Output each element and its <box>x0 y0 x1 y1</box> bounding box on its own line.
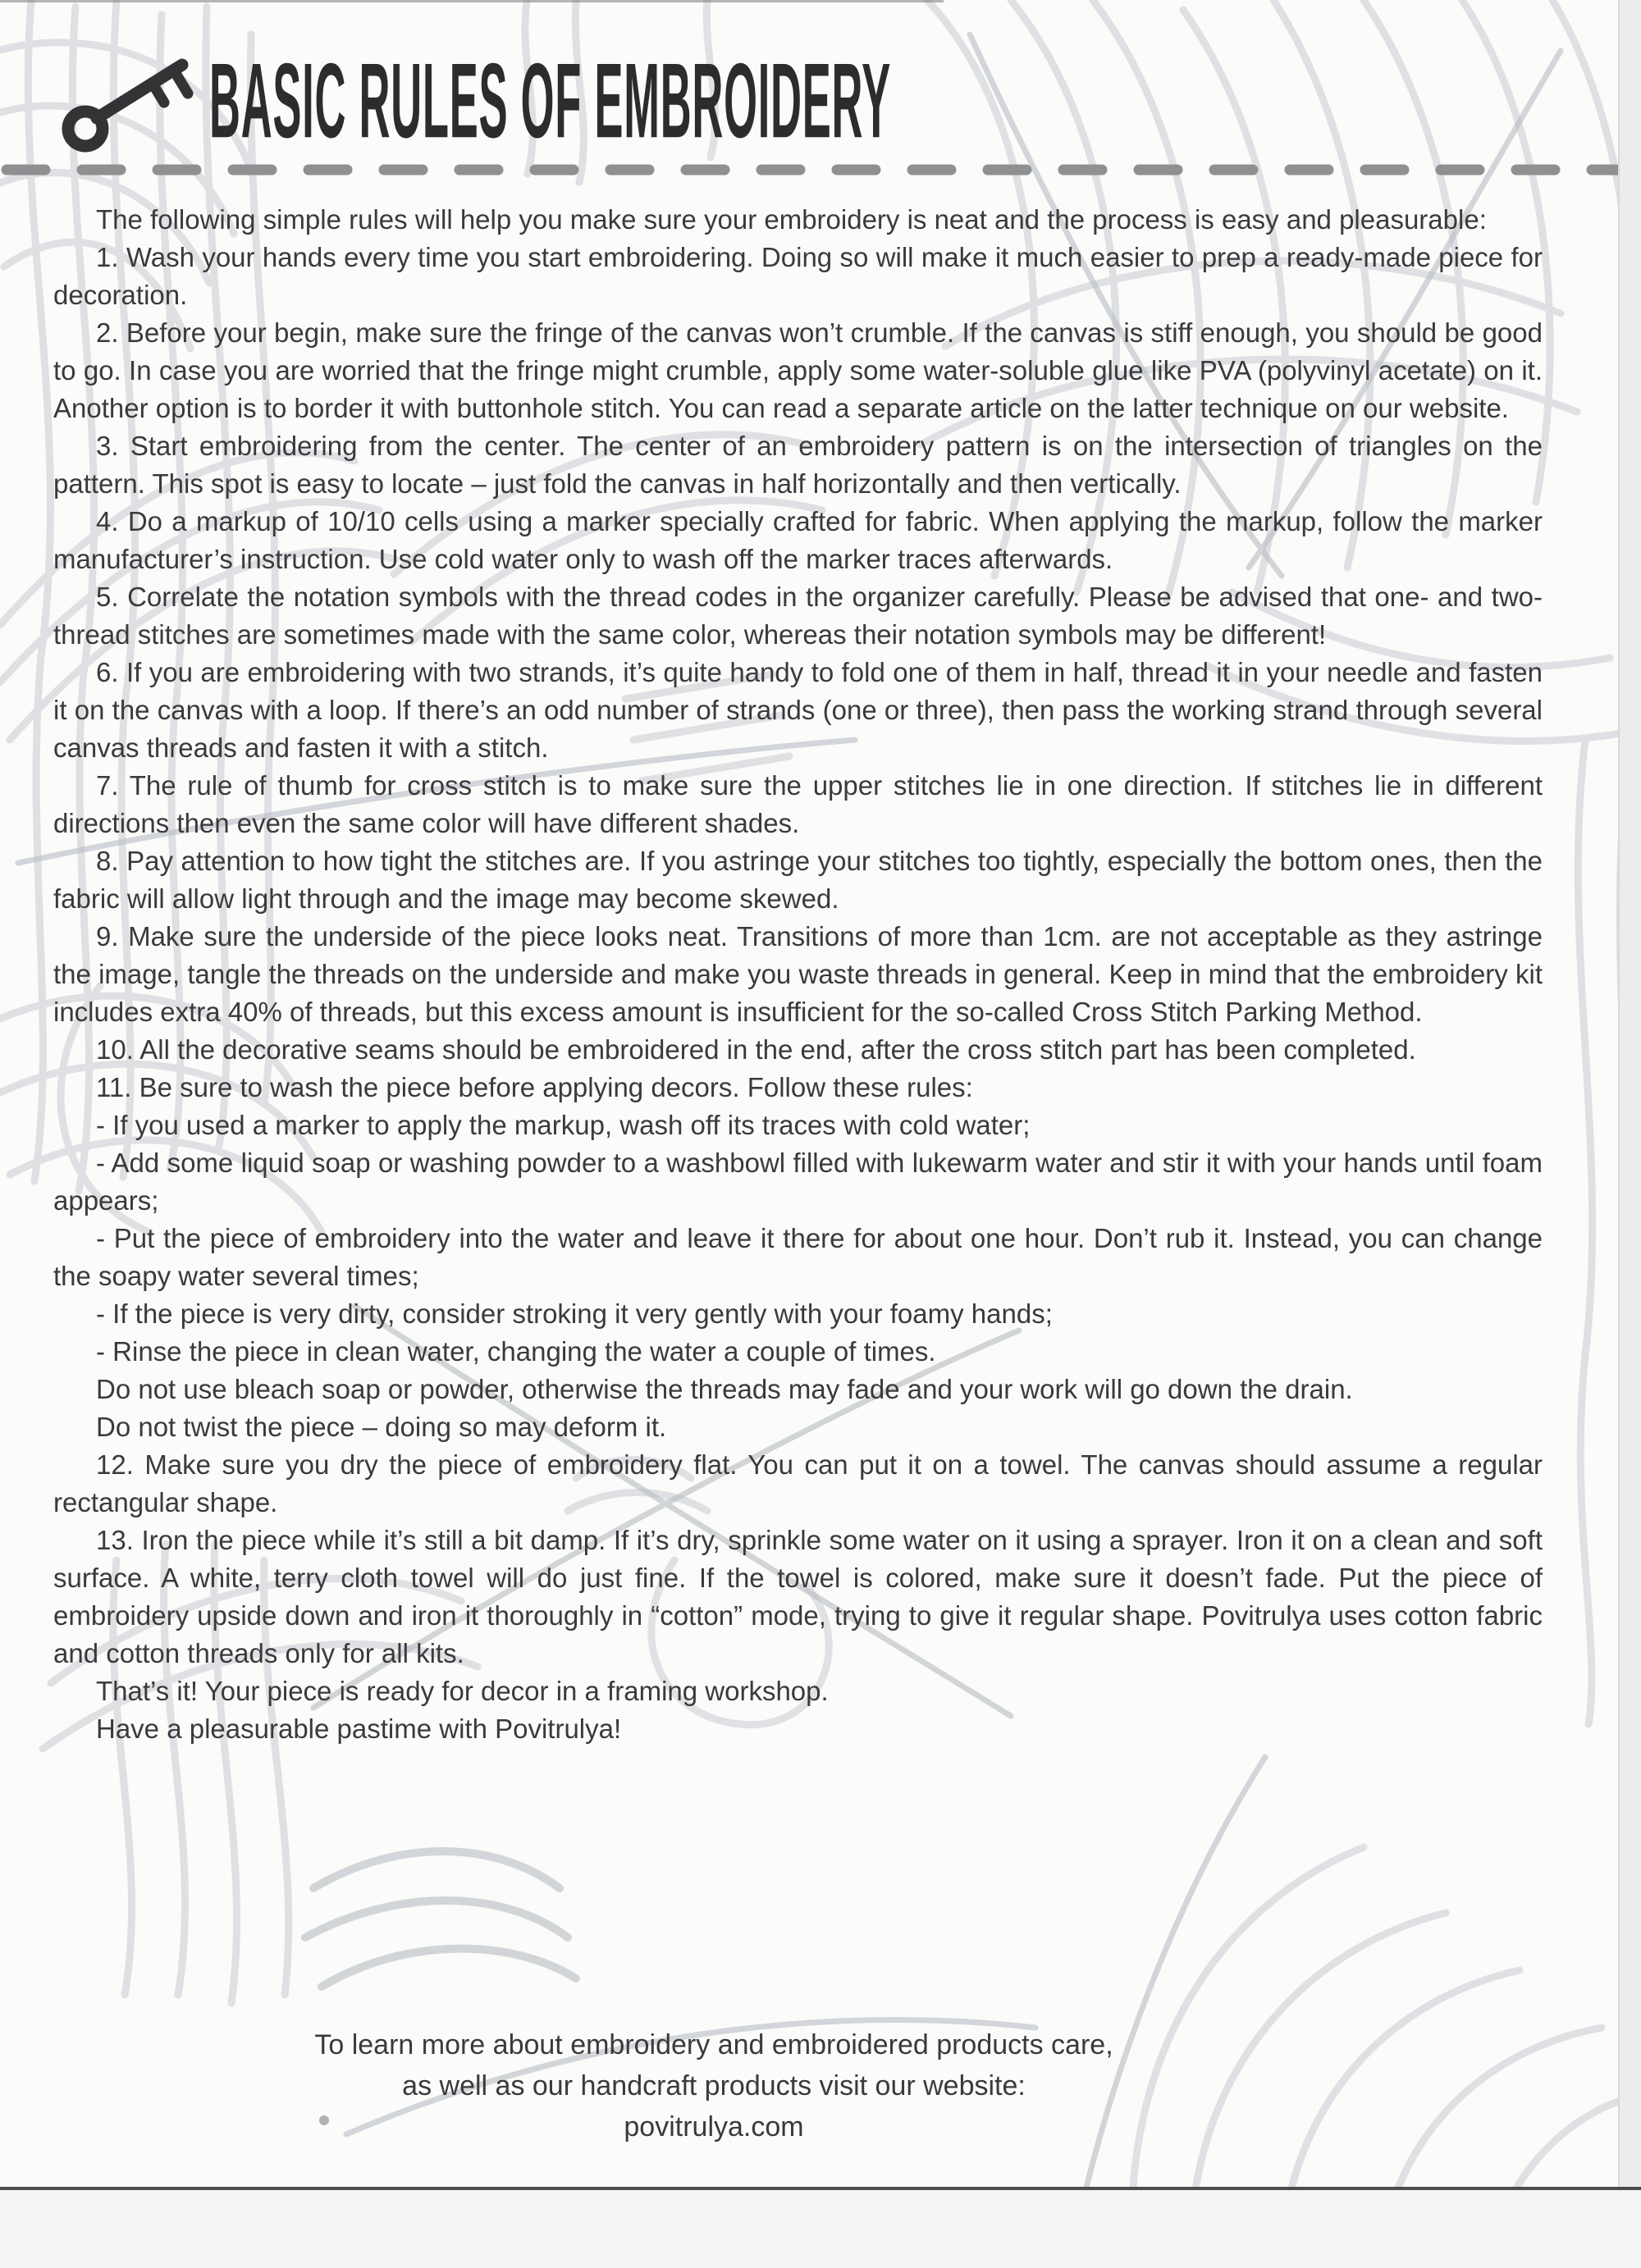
paragraph: 5. Correlate the notation symbols with the thread codes in the organizer carefully. Please be advised that one- and two-thread stitches are sometimes made with the same color, whereas their notation symbols may be different! <box>53 582 1543 650</box>
paragraph: - Put the piece of embroidery into the water and leave it there for about one hour. Don’t rub it. Instead, you can change the soapy water several times; <box>53 1223 1543 1291</box>
key-icon <box>57 48 209 155</box>
paragraph: 2. Before your begin, make sure the fringe of the canvas won’t crumble. If the canvas is stiff enough, you should be good to go. In case you are worried that the fringe might crumble, apply some water-soluble glue like PVA (polyvinyl acetate) on it. Another option is to border it with buttonhole stitch. You can read a separate article on the latter technique on our website. <box>53 317 1543 423</box>
paragraph: Have a pleasurable pastime with Povitrulya! <box>96 1714 622 1744</box>
paragraph: - Rinse the piece in clean water, changing the water a couple of times. <box>96 1336 936 1367</box>
paragraph: 12. Make sure you dry the piece of embroidery flat. You can put it on a towel. The canvas should assume a regular rectangular shape. <box>53 1449 1543 1517</box>
paragraph: The following simple rules will help you make sure your embroidery is neat and the process is easy and pleasurable: <box>96 204 1487 235</box>
paragraph: 4. Do a markup of 10/10 cells using a marker specially crafted for fabric. When applying the markup, follow the marker manufacturer’s instruction. Use cold water only to wash off the marker traces afterwards. <box>53 506 1543 574</box>
paragraph: 9. Make sure the underside of the piece looks neat. Transitions of more than 1cm. are not acceptable as they astringe the image, tangle the threads on the underside and make you waste threads in general. Keep in mind that the embroidery kit includes extra 40% of threads, but this excess amount is insufficient for the so-called Cross Stitch Parking Method. <box>53 921 1543 1027</box>
scan-edge-line <box>0 2187 1641 2190</box>
paragraph: 8. Pay attention to how tight the stitches are. If you astringe your stitches too tightly, especially the bottom ones, then the fabric will allow light through and the image may become skewed. <box>53 846 1543 914</box>
dashed-divider <box>0 161 1641 179</box>
footer-line: To learn more about embroidery and embroidered products care, <box>314 2029 1113 2060</box>
paragraph: - If the piece is very dirty, consider stroking it very gently with your foamy hands; <box>96 1298 1053 1329</box>
title-wrap <box>209 43 1143 162</box>
paragraph: Do not twist the piece – doing so may deform it. <box>96 1412 667 1442</box>
paragraph: Do not use bleach soap or powder, otherwise the threads may fade and your work will go down the drain. <box>96 1374 1353 1404</box>
paragraph: That’s it! Your piece is ready for decor in a framing workshop. <box>96 1676 829 1706</box>
paragraph: - If you used a marker to apply the markup, wash off its traces with cold water; <box>96 1110 1031 1140</box>
paragraph: 7. The rule of thumb for cross stitch is to make sure the upper stitches lie in one direction. If stitches lie in different directions then even the same color will have different shades. <box>53 770 1543 838</box>
footer-line: povitrulya.com <box>624 2111 804 2143</box>
footer-note <box>0 2024 1428 2147</box>
footer-line: as well as our handcraft products visit our website: <box>402 2070 1026 2101</box>
paragraph: - Add some liquid soap or washing powder to a washbowl filled with lukewarm water and stir it with your hands until foam appears; <box>53 1148 1543 1216</box>
paragraph: 11. Be sure to wash the piece before applying decors. Follow these rules: <box>96 1072 973 1102</box>
scan-area-below-page <box>0 2190 1641 2268</box>
paragraph: 10. All the decorative seams should be embroidered in the end, after the cross stitch part has been completed. <box>96 1034 1416 1065</box>
rules-text <box>53 201 1543 1748</box>
scan-edge-top <box>0 0 944 2</box>
scan-edge-right <box>1618 0 1641 2268</box>
page-title: BASIC RULES OF EMBROIDERY <box>209 43 892 162</box>
paragraph: 1. Wash your hands every time you start embroidering. Doing so will make it much easier to prep a ready-made piece for decoration. <box>53 242 1543 310</box>
page-header <box>57 43 1143 162</box>
paragraph: 13. Iron the piece while it’s still a bit damp. If it’s dry, sprinkle some water on it using a sprayer. Iron it on a clean and soft surface. A white, terry cloth towel will do just fine. If the towel is colored, make sure it doesn’t fade. Put the piece of embroidery upside down and iron it thoroughly in “cotton” mode, trying to give it regular shape. Povitrulya uses cotton fabric and cotton threads only for all kits. <box>53 1525 1543 1668</box>
paragraph: 3. Start embroidering from the center. The center of an embroidery pattern is on the intersection of triangles on the pattern. This spot is easy to locate – just fold the canvas in half horizontally and then vertically. <box>53 431 1543 499</box>
paragraph: 6. If you are embroidering with two strands, it’s quite handy to fold one of them in half, thread it in your needle and fasten it on the canvas with a loop. If there’s an odd number of strands (one or three), then pass the working strand through several canvas threads and fasten it with a stitch. <box>53 657 1543 763</box>
